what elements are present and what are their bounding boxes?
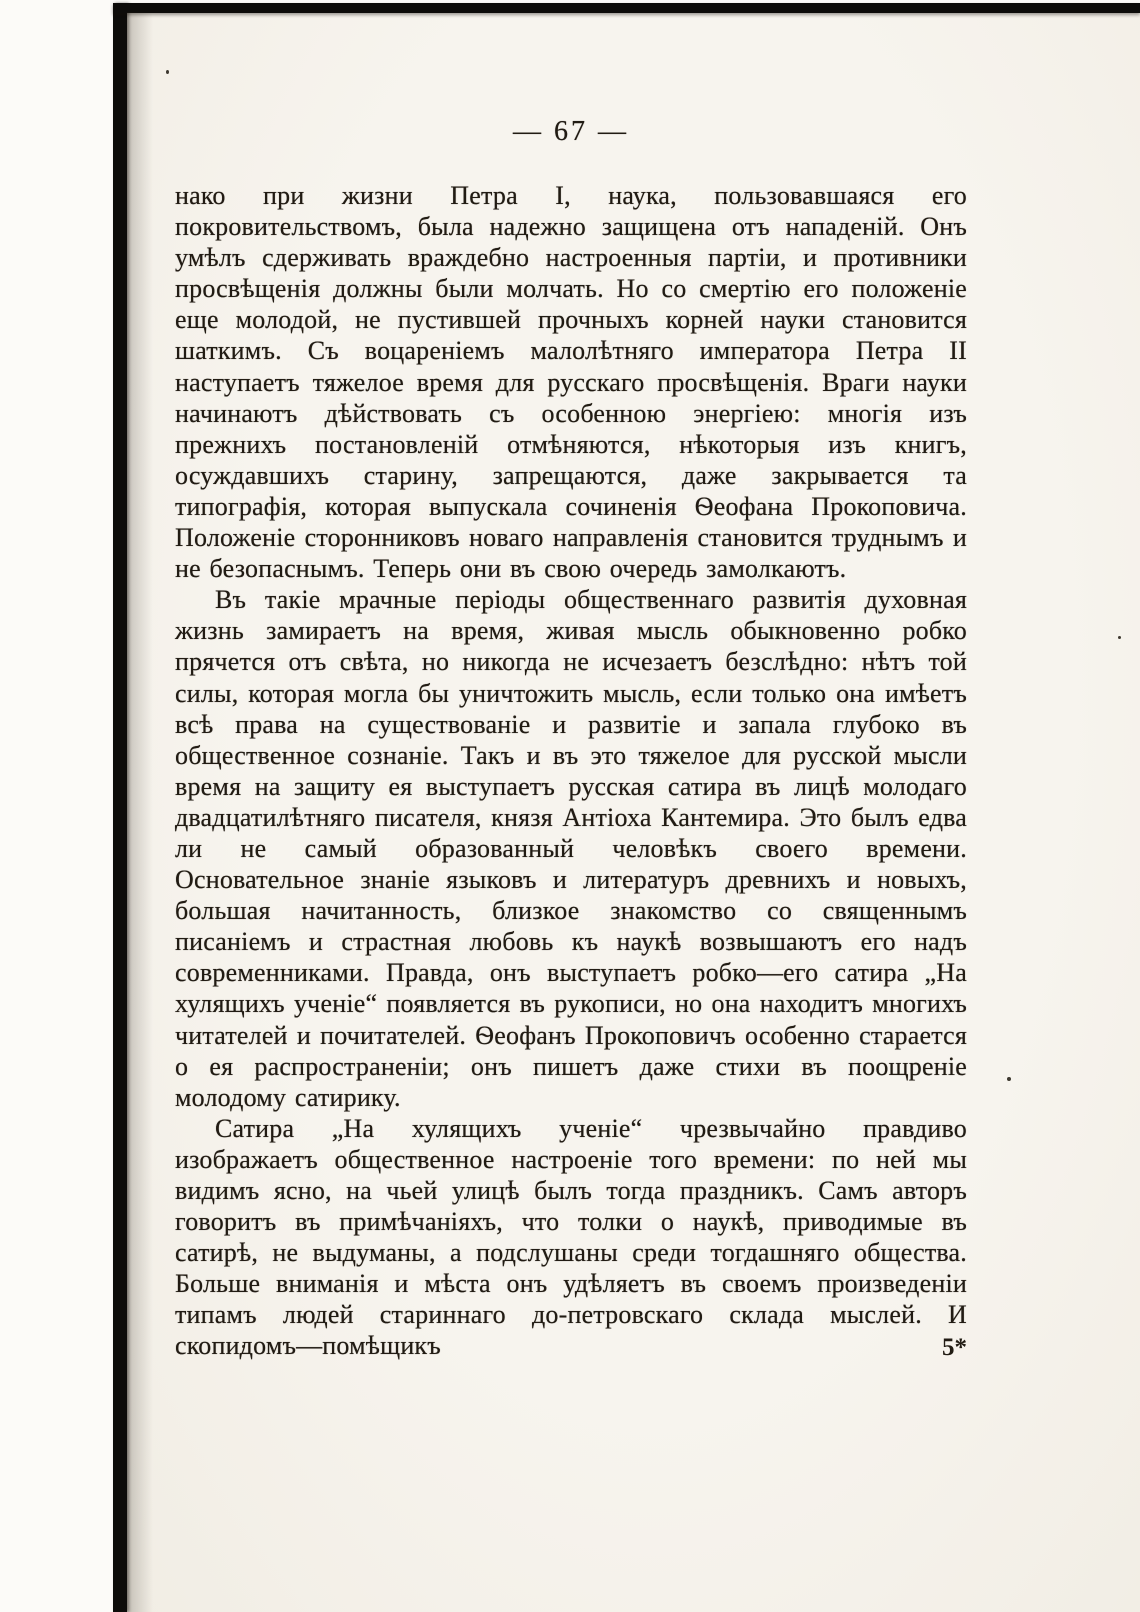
page-gutter-shadow <box>127 12 153 1612</box>
scan-speck <box>166 70 169 74</box>
scan-speck <box>1007 1077 1011 1081</box>
page-number: — 67 — <box>513 116 629 147</box>
signature-mark: 5* <box>942 1334 967 1361</box>
body-paragraph: нако при жизни Петра I, наука, пользовавшаяся его покровительствомъ, была надежно защищена отъ нападеній. Онъ умѣлъ сдерживать враждебно настроенныя партіи, и противники просвѣщенія должны были молчать. Но со смертію его положеніе еще молодой, не пустившей прочныхъ корней науки становится шаткимъ. Съ воцареніемъ малолѣтняго императора Петра II наступаетъ тяжелое время для русскаго просвѣщенія. Враги науки начинаютъ дѣйствовать съ особенною энергіею: многія изъ прежнихъ постановленій отмѣняются, нѣкоторыя изъ книгъ, осуждавшихъ старину, запрещаются, даже закрывается та типографія, которая выпускала сочиненія Ѳеофана Прокоповича. Положеніе сторонниковъ новаго направленія становится труднымъ и не безопаснымъ. Теперь они въ свою очередь замолкаютъ. <box>175 181 967 584</box>
body-text-block <box>175 180 967 1362</box>
scan-speck <box>1118 636 1121 639</box>
scan-edge-left <box>113 3 127 1612</box>
body-paragraph: Сатира „На хулящихъ ученіе“ чрезвычайно правдиво изображаетъ общественное настроеніе того времени: по ней мы видимъ ясно, на чьей улицѣ былъ тогда праздникъ. Самъ авторъ говоритъ въ примѣчаніяхъ, что толки о наукѣ, приводимые въ сатирѣ, не выдуманы, а подслушаны среди тогдашняго общества. Больше вниманія и мѣста онъ удѣляетъ въ своемъ произведеніи типамъ людей стариннаго до-петровскаго склада мыслей. И скопидомъ—помѣщикъ <box>175 1113 967 1361</box>
body-paragraph: Въ такіе мрачные періоды общественнаго развитія духовная жизнь замираетъ на время, живая мысль обыкновенно робко прячется отъ свѣта, но никогда не исчезаетъ безслѣдно: нѣтъ той силы, которая могла бы уничтожить мысль, если только она имѣетъ всѣ права на существованіе и развитіе и запала глубоко въ общественное сознаніе. Такъ и въ это тяжелое для русской мысли время на защиту ея выступаетъ русская сатира въ лицѣ молодаго двадцатилѣтняго писателя, князя Антіоха Кантемира. Это былъ едва ли не самый образованный человѣкъ своего времени. Основательное знаніе языковъ и литературъ древнихъ и новыхъ, большая начитанность, близкое знакомство со священнымъ писаніемъ и страстная любовь къ наукѣ возвышаютъ его надъ современниками. Правда, онъ выступаетъ робко—его сатира „На хулящихъ ученіе“ появляется въ рукописи, но она находитъ многихъ читателей и почитателей. Ѳеофанъ Прокоповичъ особенно старается о ея распространеніи; онъ пишетъ даже стихи въ поощреніе молодому сатирику. <box>175 585 967 1112</box>
scan-edge-top <box>113 3 1140 13</box>
